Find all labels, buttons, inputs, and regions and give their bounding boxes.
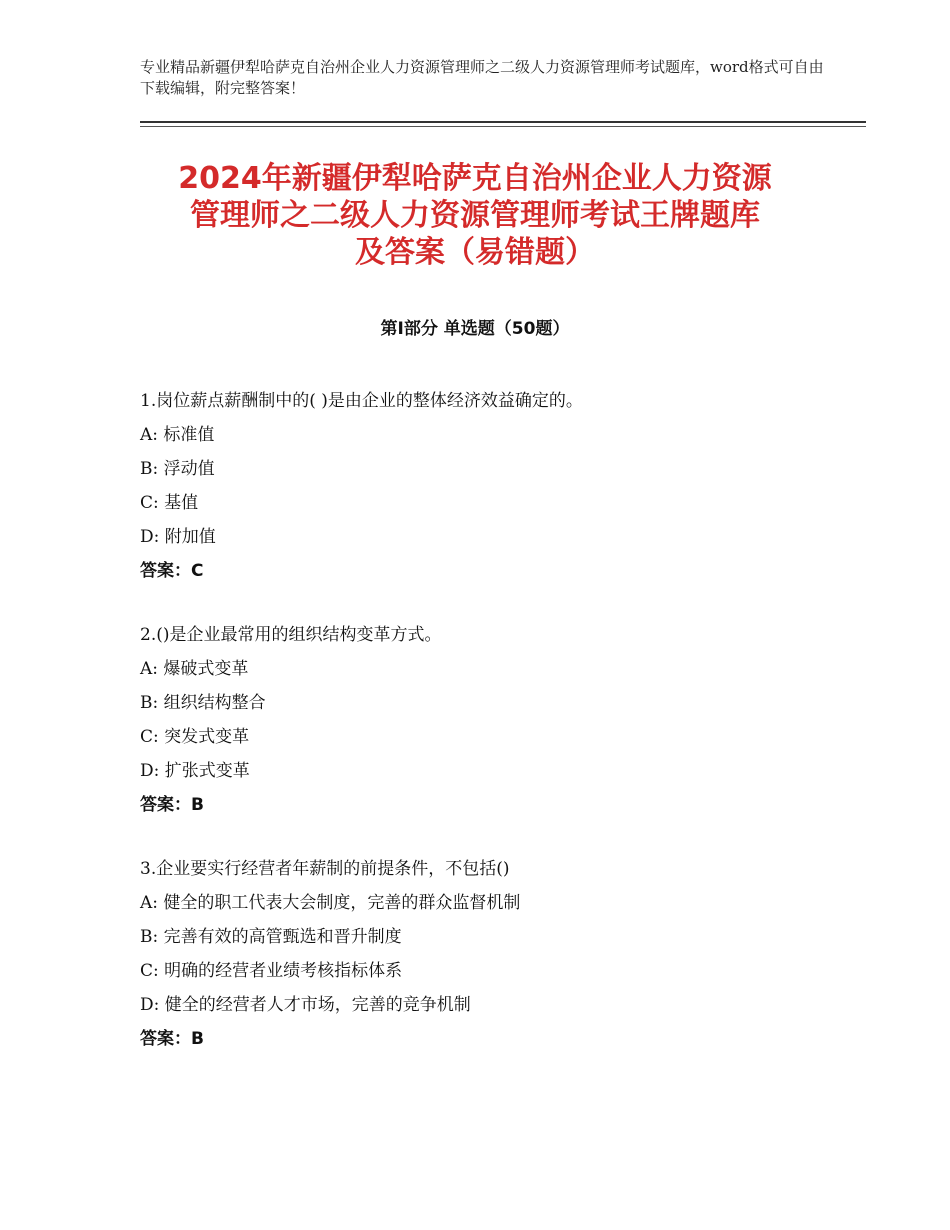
header-divider-thick bbox=[140, 121, 866, 123]
option-a: A: 标准值 bbox=[140, 425, 215, 445]
question-stem: 3.企业要实行经营者年薪制的前提条件，不包括() bbox=[140, 859, 510, 879]
option-c: C: 明确的经营者业绩考核指标体系 bbox=[140, 961, 403, 981]
document-title bbox=[110, 160, 840, 271]
option-d: D: 健全的经营者人才市场，完善的竞争机制 bbox=[140, 995, 471, 1015]
title-line-3: 及答案（易错题） bbox=[355, 235, 595, 270]
option-b: B: 浮动值 bbox=[140, 459, 215, 479]
question-stem: 2.()是企业最常用的组织结构变革方式。 bbox=[140, 625, 442, 645]
option-d: D: 扩张式变革 bbox=[140, 761, 250, 781]
option-a: A: 爆破式变革 bbox=[140, 659, 249, 679]
answer: 答案：B bbox=[140, 1029, 204, 1049]
option-a: A: 健全的职工代表大会制度，完善的群众监督机制 bbox=[140, 893, 521, 913]
option-b: B: 组织结构整合 bbox=[140, 693, 266, 713]
header-note: 专业精品新疆伊犁哈萨克自治州企业人力资源管理师之二级人力资源管理师考试题库，word格式可自由下载编辑，附完整答案！ bbox=[140, 58, 824, 97]
title-line-1: 2024年新疆伊犁哈萨克自治州企业人力资源 bbox=[178, 161, 772, 196]
question-3 bbox=[140, 852, 840, 1056]
option-d: D: 附加值 bbox=[140, 527, 216, 547]
title-line-2: 管理师之二级人力资源管理师考试王牌题库 bbox=[190, 198, 760, 233]
section-title: 第Ⅰ部分 单选题（50题） bbox=[380, 319, 570, 339]
answer: 答案：B bbox=[140, 795, 204, 815]
header-divider-thin bbox=[140, 126, 866, 127]
answer: 答案：C bbox=[140, 561, 204, 581]
question-2 bbox=[140, 618, 840, 822]
question-1 bbox=[140, 384, 840, 588]
option-c: C: 基值 bbox=[140, 493, 199, 513]
option-b: B: 完善有效的高管甄选和晋升制度 bbox=[140, 927, 402, 947]
question-list bbox=[140, 384, 840, 1086]
option-c: C: 突发式变革 bbox=[140, 727, 250, 747]
question-stem: 1.岗位薪点薪酬制中的( )是由企业的整体经济效益确定的。 bbox=[140, 391, 583, 411]
